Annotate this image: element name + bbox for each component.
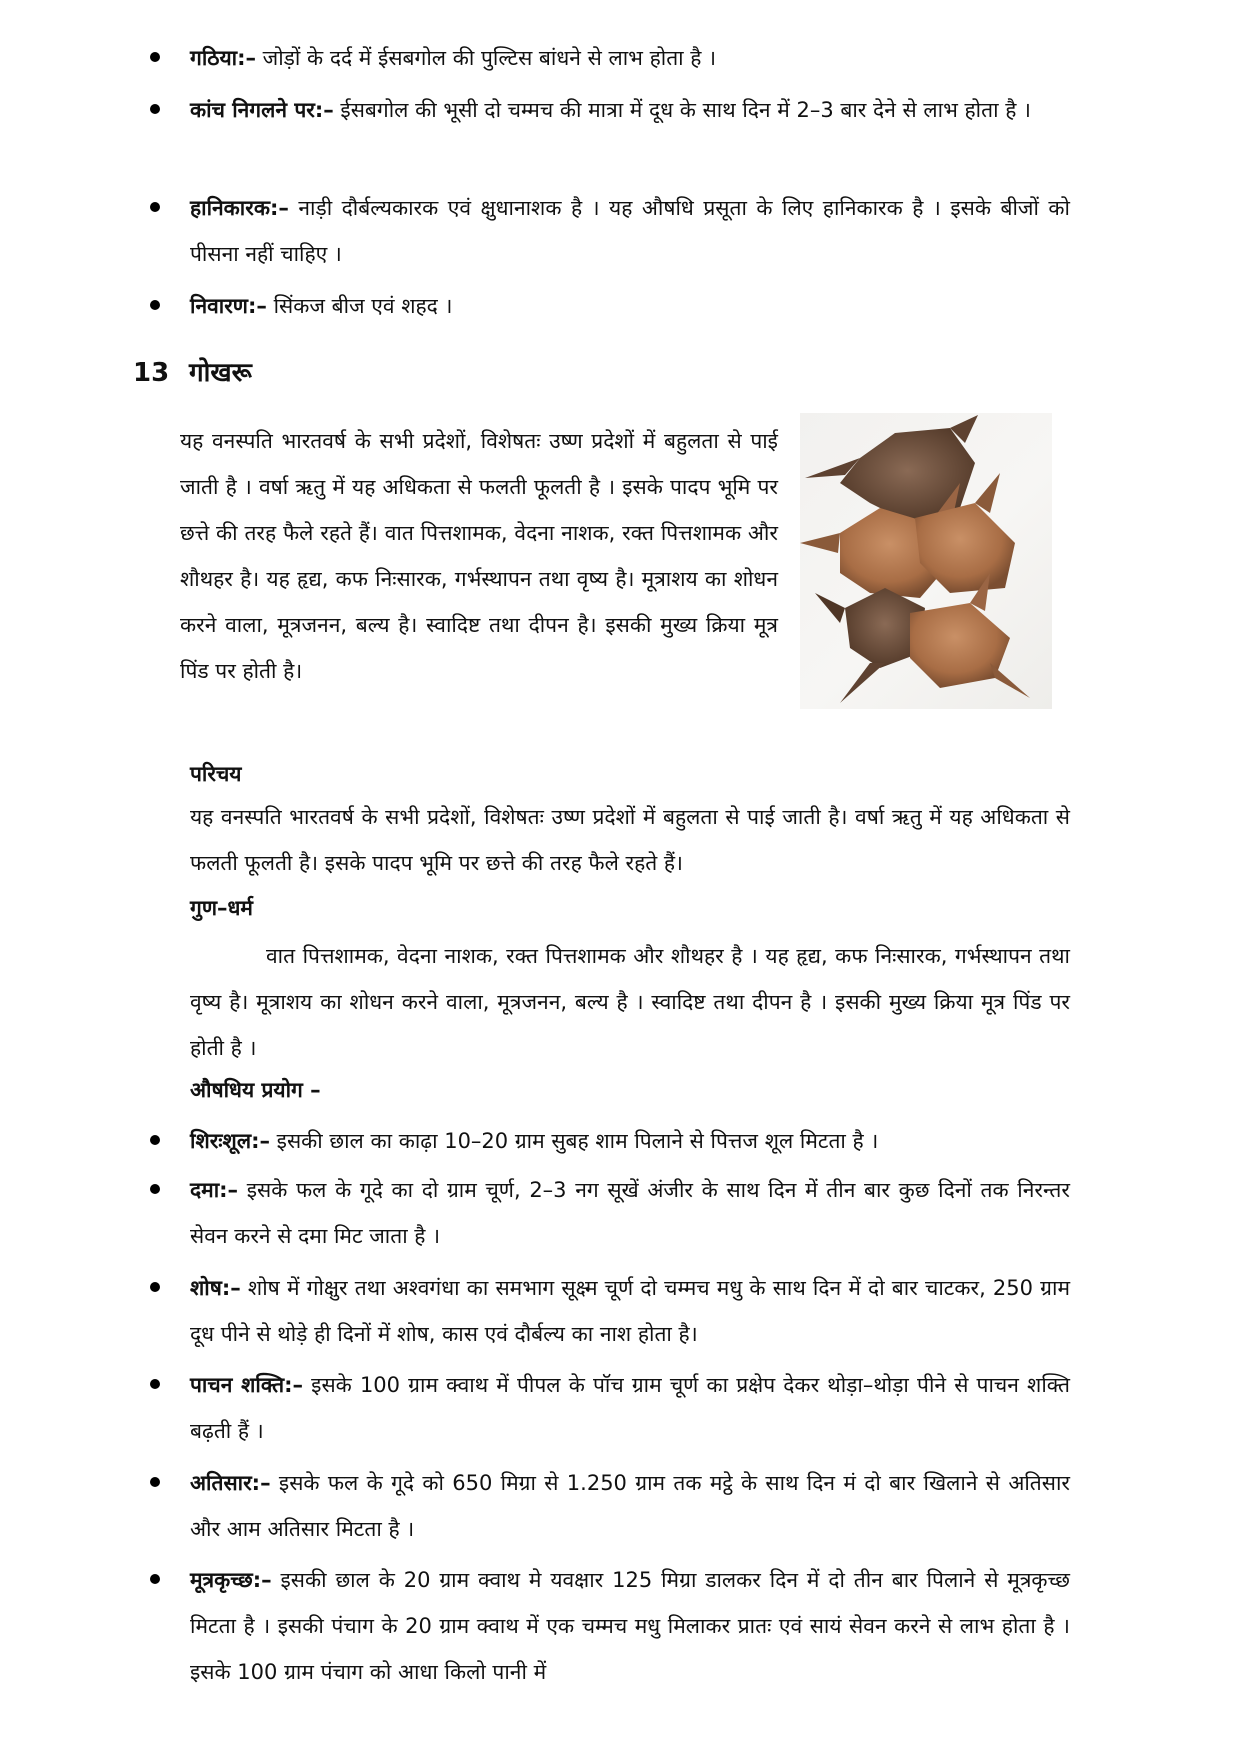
list-item: [150, 35, 1070, 81]
parichay-heading: परिचय: [190, 762, 242, 786]
bullet-text: इसकी छाल के 20 ग्राम क्वाथ मे यवक्षार 125 मिग्रा डालकर दिन में दो तीन बार पिलाने से मूत्रकृच्छ मिटता है । इसकी पंचाग के 20 ग्राम क्वाथ में एक चम्मच मधु मिलाकर प्रातः एवं सायं सेवन करने से लाभ होता है । इसके 100 ग्राम पंचाग को आधा किलो पानी में: [190, 1568, 1070, 1684]
bullet-icon: [150, 1135, 160, 1145]
list-item: [150, 185, 1070, 277]
bullet-term: दमा:–: [190, 1178, 239, 1202]
bullet-icon: [150, 300, 160, 310]
bullet-term: शिरःशूल:–: [190, 1129, 270, 1153]
parichay-text: यह वनस्पति भारतवर्ष के सभी प्रदेशों, विशेषतः उष्ण प्रदेशों में बहुलता से पाई जाती है। वर्षा ऋतु में यह अधिकता से फलती फूलती है। इसके पादप भूमि पर छत्ते की तरह फैले रहते हैं।: [190, 805, 1070, 875]
bullet-text: इसके फल के गूदे का दो ग्राम चूर्ण, 2–3 नग सूखें अंजीर के साथ दिन में तीन बार कुछ दिनों तक निरन्तर सेवन करने से दमा मिट जाता है ।: [190, 1178, 1070, 1248]
section-heading: [133, 350, 252, 396]
bullet-term: हानिकारक:–: [190, 196, 289, 220]
gun-dharm-text: वात पित्तशामक, वेदना नाशक, रक्त पित्तशामक और शौथहर है । यह हृद्य, कफ निःसारक, गर्भस्थापन तथा वृष्य है। मूत्राशय का शोधन करने वाला, मूत्रजनन, बल्य है । स्वादिष्ट तथा दीपन है । इसकी मुख्य क्रिया मूत्र पिंड पर होती है ।: [190, 944, 1070, 1060]
bullet-icon: [150, 104, 160, 114]
section-title: गोखरू: [189, 358, 252, 388]
list-item: [150, 1118, 1070, 1164]
bullet-icon: [150, 202, 160, 212]
bullet-icon: [150, 1477, 160, 1487]
prayog-heading: औषधिय प्रयोग –: [190, 1078, 321, 1102]
bullet-term: कांच निगलने पर:–: [190, 98, 334, 122]
list-item: [150, 1265, 1070, 1357]
list-item: [150, 87, 1070, 133]
list-item: [150, 1362, 1070, 1454]
intro-paragraph: यह वनस्पति भारतवर्ष के सभी प्रदेशों, विशेषतः उष्ण प्रदेशों में बहुलता से पाई जाती है । वर्षा ऋतु में यह अधिकता से फलती फूलती है । इसके पादप भूमि पर छत्ते की तरह फैले रहते हैं। वात पित्तशामक, वेदना नाशक, रक्त पित्तशामक और शौथहर है। यह हृद्य, कफ निःसारक, गर्भस्थापन तथा वृष्य है। मूत्राशय का शोधन करने वाला, मूत्रजनन, बल्य है। स्वादिष्ट तथा दीपन है। इसकी मुख्य क्रिया मूत्र पिंड पर होती है।: [180, 429, 778, 683]
section-number: 13: [133, 358, 170, 388]
list-item: [150, 1167, 1070, 1259]
bullet-icon: [150, 1282, 160, 1292]
bullet-term: अतिसार:–: [190, 1471, 271, 1495]
bullet-text: इसके 100 ग्राम क्वाथ में पीपल के पॉच ग्राम चूर्ण का प्रक्षेप देकर थोड़ा–थोड़ा पीने से पाचन शक्ति बढ़ती हैं ।: [190, 1373, 1070, 1443]
bullet-icon: [150, 1379, 160, 1389]
bullet-text: इसकी छाल का काढ़ा 10–20 ग्राम सुबह शाम पिलाने से पित्तज शूल मिटता है ।: [269, 1129, 879, 1153]
bullet-term: शोष:–: [190, 1276, 241, 1300]
bullet-icon: [150, 1184, 160, 1194]
bullet-text: शोष में गोक्षुर तथा अश्वगंधा का समभाग सूक्ष्म चूर्ण दो चम्मच मधु के साथ दिन में दो बार चाटकर, 250 ग्राम दूध पीने से थोड़े ही दिनों में शोष, कास एवं दौर्बल्य का नाश होता है।: [190, 1276, 1070, 1346]
list-item: [150, 1460, 1070, 1552]
bullet-icon: [150, 52, 160, 62]
bullet-text: सिंकज बीज एवं शहद ।: [266, 294, 453, 318]
gokharu-fruit-icon: [800, 413, 1052, 709]
list-item: [150, 1557, 1070, 1695]
bullet-text: नाड़ी दौर्बल्यकारक एवं क्षुधानाशक है । यह औषधि प्रसूता के लिए हानिकारक है । इसके बीजों को पीसना नहीं चाहिए ।: [190, 196, 1070, 266]
gun-dharm-heading: गुण–धर्म: [190, 896, 253, 920]
bullet-term: निवारण:–: [190, 294, 267, 318]
bullet-text: ईसबगोल की भूसी दो चम्मच की मात्रा में दूध के साथ दिन में 2–3 बार देने से लाभ होता है ।: [333, 98, 1031, 122]
bullet-text: इसके फल के गूदे को 650 मिग्रा से 1.250 ग्राम तक मट्ठे के साथ दिन मं दो बार खिलाने से अतिसार और आम अतिसार मिटता है ।: [190, 1471, 1070, 1541]
list-item: [150, 283, 1070, 329]
bullet-term: पाचन शक्ति:–: [190, 1373, 303, 1397]
bullet-text: जोड़ों के दर्द में ईसबगोल की पुल्टिस बांधने से लाभ होता है ।: [255, 46, 717, 70]
bullet-term: मूत्रकृच्छ:–: [190, 1568, 272, 1592]
bullet-icon: [150, 1574, 160, 1584]
bullet-term: गठिया:–: [190, 46, 256, 70]
gokharu-fruit-photo: [800, 413, 1052, 709]
